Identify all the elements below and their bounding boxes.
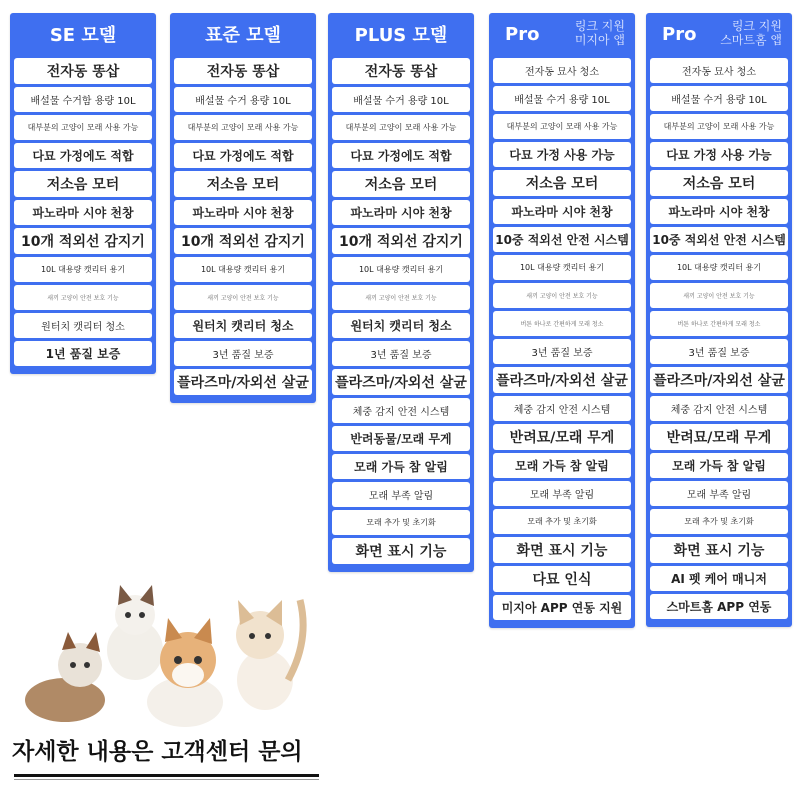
feature-item: 다묘 인식 [493, 566, 631, 592]
feature-item: 버튼 하나로 간편하게 모래 청소 [650, 311, 788, 336]
feature-item: 화면 표시 기능 [332, 538, 470, 564]
model-name: Pro [662, 23, 697, 45]
feature-item: 새끼 고양이 안전 보호 기능 [493, 283, 631, 308]
feature-item: 모래 가득 참 알림 [650, 453, 788, 478]
feature-item: 원터치 캣리터 청소 [332, 313, 470, 338]
feature-item: 버튼 하나로 간편하게 모래 청소 [493, 311, 631, 336]
feature-item: 모래 부족 알림 [650, 481, 788, 506]
feature-item: 3년 품질 보증 [332, 341, 470, 366]
model-title [646, 13, 792, 55]
feature-item: 대부분의 고양이 모래 사용 가능 [650, 114, 788, 139]
feature-item: 새끼 고양이 안전 보호 기능 [650, 283, 788, 308]
feature-item: 체중 감지 안전 시스템 [493, 396, 631, 421]
model-name: SE 모델 [49, 25, 117, 46]
feature-item: 대부분의 고양이 모래 사용 가능 [174, 115, 312, 140]
model-column [489, 13, 635, 628]
feature-item: 다묘 가정에도 적합 [332, 143, 470, 168]
feature-item: 10L 대용량 캣리터 용기 [14, 257, 152, 282]
feature-item: 배설물 수거함 용량 10L [14, 87, 152, 112]
feature-item: 전자동 묘사 청소 [493, 58, 631, 83]
feature-item: 스마트홈 APP 연동 [650, 594, 788, 619]
feature-item: 전자동 묘사 청소 [650, 58, 788, 83]
feature-item: 배설물 수거 용량 10L [174, 87, 312, 112]
feature-item: 모래 추가 및 초기화 [650, 509, 788, 534]
feature-item: 플라즈마/자외선 살균 [650, 367, 788, 393]
feature-item: 대부분의 고양이 모래 사용 가능 [14, 115, 152, 140]
feature-item: 배설물 수거 용량 10L [332, 87, 470, 112]
cat-calico-back [107, 585, 163, 680]
feature-item: 배설물 수거 용량 10L [650, 86, 788, 111]
model-title [170, 13, 316, 55]
feature-item: 다묘 가정에도 적합 [14, 143, 152, 168]
feature-item: 대부분의 고양이 모래 사용 가능 [332, 115, 470, 140]
feature-item: 3년 품질 보증 [493, 339, 631, 364]
feature-item: 모래 가득 참 알림 [332, 454, 470, 479]
feature-item: 저소음 모터 [14, 171, 152, 197]
feature-item: 미지아 APP 연동 지원 [493, 595, 631, 620]
feature-item: 반려묘/모래 무게 [650, 424, 788, 450]
feature-item: 배설물 수거 용량 10L [493, 86, 631, 111]
feature-item: 플라즈마/자외선 살균 [332, 369, 470, 395]
feature-item: 파노라마 시야 천창 [493, 199, 631, 224]
feature-item: 1년 품질 보증 [14, 341, 152, 366]
footer-underline-thin [14, 779, 319, 780]
feature-item: 저소음 모터 [493, 170, 631, 196]
feature-item: 화면 표시 기능 [650, 537, 788, 563]
cat-cream-right [236, 600, 303, 710]
feature-item: 10L 대용량 캣리터 용기 [174, 257, 312, 282]
feature-item: 모래 부족 알림 [493, 481, 631, 506]
footer-underline [14, 774, 319, 777]
feature-item: 모래 추가 및 초기화 [493, 509, 631, 534]
model-subtitle-line: 스마트홈 앱 [720, 33, 782, 47]
feature-item: 10L 대용량 캣리터 용기 [493, 255, 631, 280]
cat-tabby [25, 632, 105, 722]
feature-item: 반려동물/모래 무게 [332, 426, 470, 451]
feature-item: 전자동 똥삽 [174, 58, 312, 84]
feature-item: 반려묘/모래 무게 [493, 424, 631, 450]
model-subtitle [575, 19, 625, 47]
feature-item: 저소음 모터 [174, 171, 312, 197]
feature-item: 원터치 캣리터 청소 [14, 313, 152, 338]
model-name: PLUS 모델 [354, 25, 448, 46]
feature-item: 다묘 가정에도 적합 [174, 143, 312, 168]
feature-item: 10L 대용량 캣리터 용기 [650, 255, 788, 280]
contact-notice: 자세한 내용은 고객센터 문의 [12, 739, 303, 765]
feature-item: AI 펫 케어 매니저 [650, 566, 788, 591]
cats-illustration [20, 580, 310, 730]
feature-item: 새끼 고양이 안전 보호 기능 [14, 285, 152, 310]
feature-item: 체중 감지 안전 시스템 [332, 398, 470, 423]
feature-item: 모래 부족 알림 [332, 482, 470, 507]
model-column [646, 13, 792, 627]
feature-item: 전자동 똥삽 [332, 58, 470, 84]
feature-item: 저소음 모터 [650, 170, 788, 196]
feature-item: 플라즈마/자외선 살균 [174, 369, 312, 395]
model-subtitle-line: 미지아 앱 [574, 33, 625, 47]
feature-item: 체중 감지 안전 시스템 [650, 396, 788, 421]
model-name: Pro [505, 23, 540, 45]
feature-item: 대부분의 고양이 모래 사용 가능 [493, 114, 631, 139]
feature-item: 다묘 가정 사용 가능 [650, 142, 788, 167]
feature-item: 플라즈마/자외선 살균 [493, 367, 631, 393]
feature-item: 3년 품질 보증 [650, 339, 788, 364]
feature-item: 파노라마 시야 천창 [650, 199, 788, 224]
model-subtitle [720, 19, 782, 47]
model-column [170, 13, 316, 403]
model-column [328, 13, 474, 572]
model-name: 표준 모델 [205, 25, 281, 46]
feature-item: 모래 추가 및 초기화 [332, 510, 470, 535]
feature-item: 전자동 똥삽 [14, 58, 152, 84]
feature-item: 10개 적외선 감지기 [14, 228, 152, 254]
feature-item: 새끼 고양이 안전 보호 기능 [174, 285, 312, 310]
model-title [10, 13, 156, 55]
feature-item: 3년 품질 보증 [174, 341, 312, 366]
model-subtitle-line: 링크 지원 [574, 19, 625, 33]
model-subtitle-line: 링크 지원 [731, 19, 782, 33]
model-title [328, 13, 474, 55]
feature-item: 파노라마 시야 천창 [332, 200, 470, 225]
feature-item: 10개 적외선 감지기 [332, 228, 470, 254]
model-column [10, 13, 156, 374]
feature-item: 다묘 가정 사용 가능 [493, 142, 631, 167]
feature-item: 원터치 캣리터 청소 [174, 313, 312, 338]
feature-item: 모래 가득 참 알림 [493, 453, 631, 478]
feature-item: 화면 표시 기능 [493, 537, 631, 563]
feature-item: 저소음 모터 [332, 171, 470, 197]
feature-item: 10중 적외선 안전 시스템 [650, 227, 788, 252]
feature-item: 파노라마 시야 천창 [174, 200, 312, 225]
model-title [489, 13, 635, 55]
feature-item: 10개 적외선 감지기 [174, 228, 312, 254]
feature-item: 10L 대용량 캣리터 용기 [332, 257, 470, 282]
feature-item: 10중 적외선 안전 시스템 [493, 227, 631, 252]
feature-item: 파노라마 시야 천창 [14, 200, 152, 225]
feature-item: 새끼 고양이 안전 보호 기능 [332, 285, 470, 310]
